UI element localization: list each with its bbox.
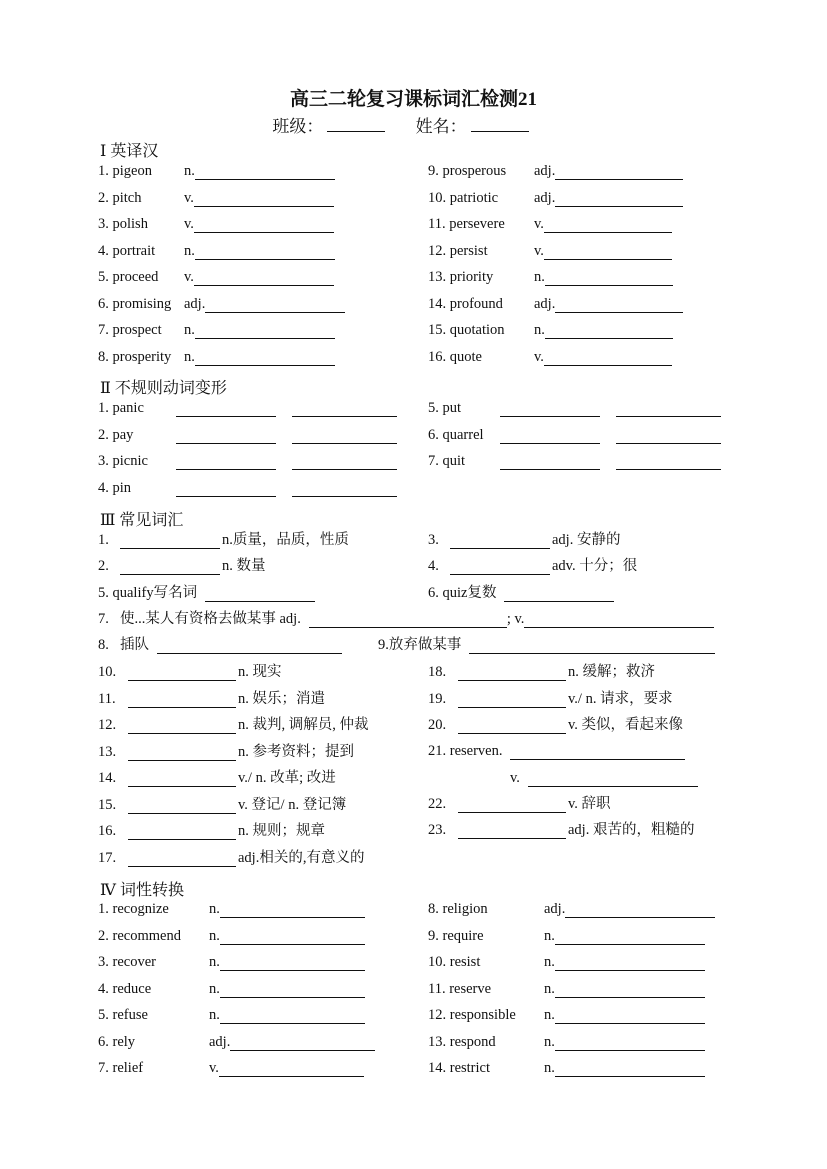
section-1-heading: Ⅰ 英译汉	[100, 143, 159, 160]
item-meaning: v. 辞职	[568, 796, 611, 812]
item-word: 16. quote	[428, 348, 482, 365]
item-word: 5. proceed	[98, 269, 159, 285]
item-prompt: 插队	[120, 637, 149, 653]
answer-blank[interactable]	[220, 955, 365, 971]
part-of-speech-label: v.	[209, 1060, 219, 1076]
item-number: 23.	[428, 822, 447, 838]
list-item	[428, 742, 685, 760]
item-separator: ; v.	[506, 611, 525, 627]
list-item	[428, 584, 614, 602]
item-word: 13. priority	[428, 269, 494, 285]
answer-blank[interactable]	[500, 401, 600, 417]
list-item	[98, 663, 282, 681]
answer-blank[interactable]	[176, 401, 276, 417]
item-prompt: n.	[491, 743, 503, 759]
answer-blank[interactable]	[194, 191, 334, 207]
answer-blank[interactable]	[205, 297, 345, 313]
list-item	[98, 268, 334, 286]
answer-blank[interactable]	[128, 771, 236, 787]
answer-blank[interactable]	[120, 533, 220, 549]
item-prompt: 放弃做某事	[388, 637, 462, 653]
list-item	[428, 321, 673, 339]
item-word: 1. recognize	[98, 901, 169, 917]
list-item	[98, 690, 325, 708]
answer-blank[interactable]	[128, 665, 236, 681]
item-word: 13. respond	[428, 1033, 496, 1050]
part-of-speech-label: n.	[544, 1060, 555, 1076]
list-item	[428, 716, 683, 734]
class-label: 班级：	[272, 117, 324, 136]
answer-blank[interactable]	[205, 586, 315, 602]
item-word: 7. relief	[98, 1060, 144, 1076]
list-item	[98, 849, 364, 867]
answer-blank[interactable]	[230, 1035, 375, 1051]
item-meaning: adj.相关的,有意义的	[238, 849, 365, 866]
answer-blank[interactable]	[500, 454, 600, 470]
answer-blank[interactable]	[195, 164, 335, 180]
answer-blank[interactable]	[458, 718, 566, 734]
answer-blank[interactable]	[195, 350, 335, 366]
list-item	[98, 426, 397, 444]
list-item	[428, 242, 672, 260]
answer-blank[interactable]	[128, 851, 236, 867]
part-of-speech-label: n.	[209, 980, 220, 997]
answer-blank[interactable]	[565, 902, 715, 918]
part-of-speech-label: adj.	[534, 189, 556, 206]
part-of-speech-label: adj.	[209, 1033, 231, 1050]
list-item	[98, 557, 266, 575]
page-title: 高三二轮复习课标词汇检测21	[289, 89, 537, 110]
answer-blank[interactable]	[194, 217, 334, 233]
answer-blank[interactable]	[219, 1061, 364, 1077]
list-item	[428, 1033, 705, 1051]
item-number: 12.	[98, 717, 117, 733]
answer-blank[interactable]	[128, 692, 236, 708]
answer-blank[interactable]	[128, 798, 236, 814]
part-of-speech-label: adj.	[544, 901, 566, 917]
answer-blank[interactable]	[292, 401, 397, 417]
section-4-heading: Ⅳ 词性转换	[100, 882, 184, 899]
item-word: 4. reduce	[98, 980, 152, 997]
list-item	[428, 953, 705, 971]
list-item	[98, 1059, 364, 1077]
part-of-speech-label: v.	[534, 216, 544, 232]
answer-blank[interactable]	[220, 1008, 365, 1024]
list-item	[98, 162, 335, 180]
item-word: 15. quotation	[428, 322, 505, 338]
item-number: 4.	[428, 558, 439, 574]
list-item	[428, 927, 705, 945]
student-info	[0, 112, 827, 137]
item-prompt: 复数	[467, 585, 497, 601]
part-of-speech-label: v.	[534, 348, 544, 365]
item-word: 2. pay	[98, 426, 134, 443]
item-word: 12. responsible	[428, 1007, 516, 1023]
part-of-speech-label: n.	[544, 1033, 555, 1050]
list-item	[428, 1059, 705, 1077]
item-word: 6. rely	[98, 1033, 136, 1050]
list-item	[98, 348, 335, 366]
list-item	[98, 215, 334, 233]
list-item	[98, 769, 336, 787]
answer-blank[interactable]	[504, 586, 614, 602]
item-meaning: n.质量，品质，性质	[222, 532, 349, 548]
item-word: 1. pigeon	[98, 163, 152, 179]
name-label: 姓名：	[415, 117, 467, 136]
item-number: 11.	[98, 690, 116, 707]
item-meaning: v./ n. 改革; 改进	[238, 770, 336, 786]
item-word: 9. prosperous	[428, 163, 507, 179]
item-word: 2. recommend	[98, 927, 181, 944]
answer-blank[interactable]	[544, 217, 672, 233]
answer-blank[interactable]	[220, 982, 365, 998]
item-meaning: adj. 艰苦的，粗糙的	[568, 822, 695, 838]
part-of-speech-label: n.	[184, 163, 195, 179]
list-item	[428, 1006, 705, 1024]
item-prompt: 使...某人有资格去做某事 adj.	[120, 611, 301, 627]
answer-blank[interactable]	[220, 902, 365, 918]
list-item	[428, 663, 655, 681]
answer-blank[interactable]	[545, 323, 673, 339]
answer-blank[interactable]	[616, 428, 721, 444]
item-word: 3. recover	[98, 954, 156, 970]
item-meaning: n. 规则；规章	[238, 823, 325, 839]
item-meaning: n. 现实	[238, 664, 282, 680]
list-item	[98, 743, 354, 761]
part-of-speech-label: n.	[184, 242, 195, 259]
list-item	[98, 927, 365, 945]
part-of-speech-label: n.	[209, 927, 220, 944]
item-word: 12. persist	[428, 242, 488, 259]
part-of-speech-label: v.	[534, 242, 544, 259]
answer-blank[interactable]	[555, 1008, 705, 1024]
answer-blank[interactable]	[458, 797, 566, 813]
answer-blank[interactable]	[195, 244, 335, 260]
answer-blank[interactable]	[128, 718, 236, 734]
list-item	[98, 584, 315, 602]
answer-blank[interactable]	[524, 612, 714, 628]
list-item	[428, 426, 721, 444]
item-number: 3.	[428, 532, 439, 548]
answer-blank[interactable]	[458, 665, 566, 681]
list-item	[428, 557, 637, 575]
part-of-speech-label: n.	[209, 954, 220, 970]
item-word: 6. quarrel	[428, 426, 484, 443]
part-of-speech-label: adj.	[184, 295, 206, 312]
item-number: 21. reserve	[428, 743, 492, 759]
answer-blank[interactable]	[616, 454, 721, 470]
list-item	[98, 1033, 375, 1051]
answer-blank[interactable]	[616, 401, 721, 417]
answer-blank[interactable]	[292, 428, 397, 444]
class-blank[interactable]	[327, 117, 385, 132]
list-item	[428, 348, 672, 366]
part-of-speech-label: v.	[184, 189, 194, 206]
item-word: 8. religion	[428, 901, 488, 917]
item-number: 13.	[98, 743, 117, 760]
part-of-speech-label: v.	[184, 269, 194, 285]
answer-blank[interactable]	[220, 929, 365, 945]
part-of-speech-label: n.	[209, 1007, 220, 1023]
part-of-speech-label: n.	[544, 1007, 555, 1023]
item-number: 17.	[98, 849, 117, 866]
item-word: 10. resist	[428, 954, 481, 970]
item-word: 14. profound	[428, 295, 503, 312]
item-number: 20.	[428, 717, 447, 733]
answer-blank[interactable]	[450, 533, 550, 549]
item-word: 6. promising	[98, 295, 172, 312]
answer-blank[interactable]	[544, 244, 672, 260]
answer-blank[interactable]	[292, 454, 397, 470]
list-item	[98, 822, 325, 840]
item-word: 10. patriotic	[428, 189, 499, 206]
item-word: 9. require	[428, 927, 484, 944]
list-item	[98, 953, 365, 971]
list-item	[378, 636, 715, 654]
item-meaning: v. 登记/ n. 登记簿	[238, 796, 347, 813]
answer-blank[interactable]	[128, 745, 236, 761]
list-item	[428, 821, 694, 839]
list-item	[428, 531, 620, 549]
answer-blank[interactable]	[176, 454, 276, 470]
list-item	[428, 215, 672, 233]
answer-blank[interactable]	[545, 270, 673, 286]
list-item	[98, 610, 714, 628]
item-number: 10.	[98, 664, 117, 680]
list-item	[98, 452, 397, 470]
list-item	[98, 189, 334, 207]
answer-blank[interactable]	[120, 559, 220, 575]
list-item	[98, 716, 369, 734]
item-word: 3. picnic	[98, 453, 148, 469]
list-item	[428, 189, 683, 207]
list-item	[98, 636, 342, 654]
list-item	[428, 900, 715, 918]
part-of-speech-label: n.	[184, 322, 195, 338]
part-of-speech-label: n.	[544, 954, 555, 970]
item-number: 8.	[98, 637, 109, 653]
list-item	[98, 295, 345, 313]
list-item	[98, 531, 349, 549]
item-word: 3. polish	[98, 216, 148, 232]
answer-blank[interactable]	[292, 481, 397, 497]
item-number: 6. quiz	[428, 585, 468, 601]
list-item	[428, 295, 683, 313]
answer-blank[interactable]	[176, 428, 276, 444]
answer-blank[interactable]	[555, 164, 683, 180]
answer-blank[interactable]	[309, 612, 507, 628]
answer-blank[interactable]	[176, 481, 276, 497]
item-prompt: 写名词	[153, 585, 198, 601]
item-word: 1. panic	[98, 400, 144, 416]
item-meaning: n. 数量	[222, 558, 266, 574]
item-number: 22.	[428, 796, 447, 812]
list-item	[98, 796, 346, 814]
item-word: 5. put	[428, 400, 462, 416]
answer-blank[interactable]	[157, 638, 342, 654]
item-meaning: v. 类似，看起来像	[568, 717, 684, 733]
item-meaning: n. 娱乐；消遣	[238, 690, 325, 707]
item-meaning: adv. 十分；很	[552, 558, 638, 574]
part-of-speech-label: n.	[184, 348, 195, 365]
item-number: 15.	[98, 796, 117, 813]
list-item	[428, 162, 683, 180]
list-item	[428, 980, 705, 998]
list-item	[98, 399, 397, 417]
part-of-speech-label: n.	[544, 927, 555, 944]
list-item	[98, 900, 365, 918]
part-of-speech-label: n.	[544, 980, 555, 997]
item-number: 1.	[98, 532, 109, 548]
name-blank[interactable]	[471, 117, 529, 132]
answer-blank[interactable]	[458, 692, 566, 708]
list-item	[428, 399, 721, 417]
answer-blank[interactable]	[194, 270, 334, 286]
item-word: 11. persevere	[428, 216, 505, 232]
answer-blank[interactable]	[128, 824, 236, 840]
part-of-speech-label: adj.	[534, 163, 556, 179]
list-item	[428, 268, 673, 286]
item-number: 16.	[98, 823, 117, 839]
part-of-speech-label: adj.	[534, 295, 556, 312]
part-of-speech-label: v.	[184, 216, 194, 232]
item-word: 7. quit	[428, 453, 466, 469]
answer-blank[interactable]	[458, 823, 566, 839]
section-2-heading: Ⅱ 不规则动词变形	[100, 380, 227, 397]
answer-blank[interactable]	[510, 744, 685, 760]
answer-blank[interactable]	[195, 323, 335, 339]
list-item	[98, 1006, 365, 1024]
part-of-speech-label: n.	[534, 322, 545, 338]
list-item	[98, 980, 365, 998]
answer-blank[interactable]	[555, 1035, 705, 1051]
answer-blank[interactable]	[528, 771, 698, 787]
item-meaning: n. 裁判, 调解员, 仲裁	[238, 717, 369, 733]
list-item	[428, 690, 673, 708]
answer-blank[interactable]	[555, 982, 705, 998]
part-of-speech-label: n.	[534, 269, 545, 285]
answer-blank[interactable]	[450, 559, 550, 575]
list-item	[510, 769, 698, 787]
item-word: 14. restrict	[428, 1060, 491, 1076]
item-word: 5. refuse	[98, 1007, 148, 1023]
section-3-heading: Ⅲ 常见词汇	[100, 512, 184, 529]
item-number: 7.	[98, 611, 109, 627]
item-number: 5. qualify	[98, 585, 154, 601]
list-item	[98, 321, 335, 339]
answer-blank[interactable]	[544, 350, 672, 366]
list-item	[428, 795, 611, 813]
answer-blank[interactable]	[469, 638, 715, 654]
item-word: 4. portrait	[98, 242, 156, 259]
item-word: 7. prospect	[98, 322, 162, 338]
list-item	[428, 452, 721, 470]
list-item	[98, 242, 335, 260]
answer-blank[interactable]	[555, 929, 705, 945]
part-of-speech-label: n.	[209, 901, 220, 917]
answer-blank[interactable]	[500, 428, 600, 444]
answer-blank[interactable]	[555, 955, 705, 971]
item-number: 14.	[98, 770, 117, 786]
item-prompt: v.	[510, 770, 520, 786]
item-number: 19.	[428, 690, 447, 707]
list-item	[98, 479, 397, 497]
answer-blank[interactable]	[555, 297, 683, 313]
item-word: 4. pin	[98, 479, 132, 496]
item-meaning: v./ n. 请求，要求	[568, 690, 673, 707]
item-number: 2.	[98, 558, 109, 574]
item-meaning: n. 参考资料；提到	[238, 743, 354, 760]
item-meaning: adj. 安静的	[552, 532, 621, 548]
answer-blank[interactable]	[555, 191, 683, 207]
item-word: 11. reserve	[428, 980, 492, 997]
item-word: 8. prosperity	[98, 348, 172, 365]
item-word: 2. pitch	[98, 189, 142, 206]
item-number: 9.	[378, 637, 389, 653]
answer-blank[interactable]	[555, 1061, 705, 1077]
item-meaning: n. 缓解；救济	[568, 664, 655, 680]
item-number: 18.	[428, 664, 447, 680]
